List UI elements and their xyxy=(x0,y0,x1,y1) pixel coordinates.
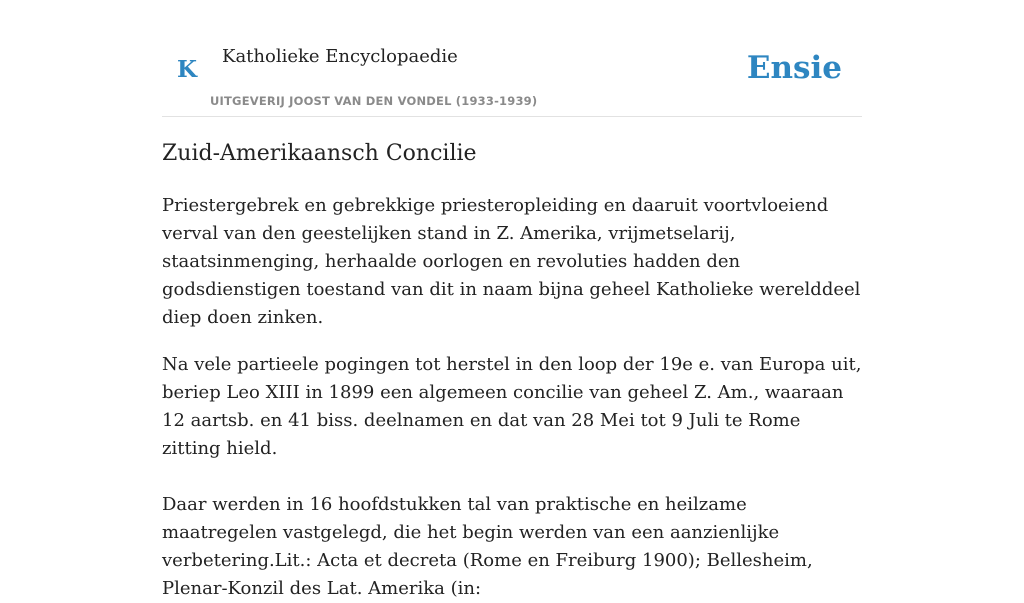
article-paragraph: Daar werden in 16 hoofdstukken tal van praktische en heilzame maatregelen vastgelegd, die het begin werden van een aanzienlijke verbetering.Lit.: Acta et decreta (Rome en Freiburg 1900); Bellesheim, Plenar-Konzil des Lat. Amerika (in: xyxy=(162,494,813,599)
article-title: Zuid-Amerikaansch Concilie xyxy=(162,141,477,166)
article-paragraph: Na vele partieele pogingen tot herstel in den loop der 19e e. van Europa uit, beriep Leo XIII in 1899 een algemeen concilie van geheel Z. Am., waaraan 12 aartsb. en 41 biss. deelnamen en dat van 28 Mei tot 9 Juli te Rome zitting hield. xyxy=(162,354,862,459)
brand-logo-link[interactable]: Ensie xyxy=(746,50,842,86)
publisher-label: UITGEVERIJ JOOST VAN DEN VONDEL (1933-1939) xyxy=(210,94,538,108)
article-paragraph: Priestergebrek en gebrekkige priesteropleiding en daaruit voortvloeiend verval van den geestelijken stand in Z. Amerika, vrijmetselarij, staatsinmenging, herhaalde oorlogen en revoluties hadden den godsdienstigen toestand van dit in naam bijna geheel Katholieke werelddeel diep doen zinken. xyxy=(162,195,861,328)
encyclopedia-logo-icon[interactable]: K xyxy=(177,56,197,83)
site-title[interactable]: Katholieke Encyclopaedie xyxy=(222,46,458,67)
site-header xyxy=(162,0,862,117)
article xyxy=(162,138,862,603)
